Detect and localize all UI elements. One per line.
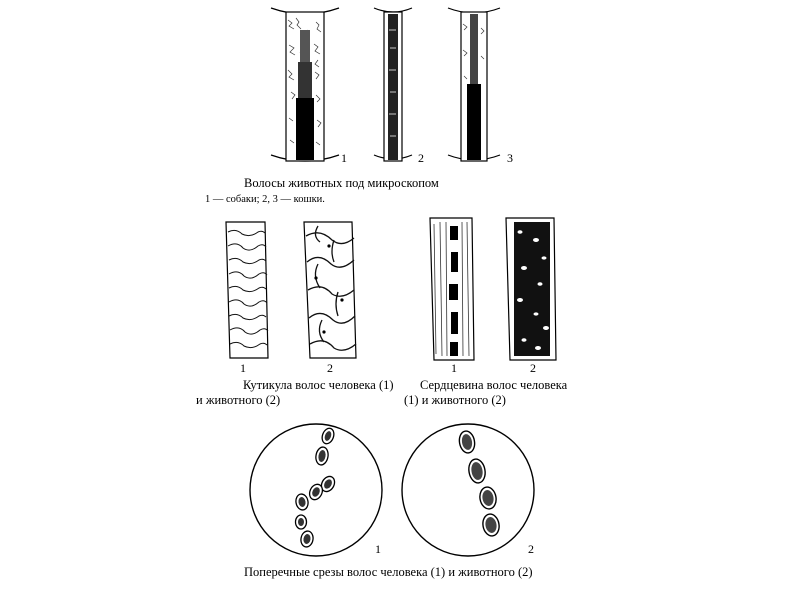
- top-figure-legend: 1 — собаки; 2, 3 — кошки.: [205, 194, 325, 205]
- human-hair-cross-section-field: [250, 424, 382, 556]
- top-figure-caption: Волосы животных под микроскопом: [244, 176, 439, 190]
- label-animal-cuticle: 2: [327, 361, 333, 375]
- label-animal-medulla: 2: [530, 361, 536, 375]
- sections-caption: Поперечные срезы волос человека (1) и животного (2): [244, 565, 533, 579]
- animal-hair-cuticle: [304, 222, 356, 358]
- cuticle-caption-line2: и животного (2): [196, 393, 281, 407]
- animal-hair-cross-section-field: [402, 424, 534, 556]
- label-cat-hair-thick: 3: [507, 151, 513, 165]
- label-human-medulla: 1: [451, 361, 457, 375]
- label-human-cuticle: 1: [240, 361, 246, 375]
- label-human-section: 1: [375, 542, 381, 556]
- label-dog-hair: 1: [341, 151, 347, 165]
- label-animal-section: 2: [528, 542, 534, 556]
- medulla-caption-line2: (1) и животного (2): [404, 393, 506, 407]
- human-hair-medulla: [430, 218, 474, 360]
- label-cat-hair-thin: 2: [418, 151, 424, 165]
- cat-hair-strand-thin: [374, 8, 412, 161]
- dog-hair-strand: [271, 8, 339, 161]
- cuticle-caption-line1: Кутикула волос человека (1): [243, 378, 394, 392]
- medulla-caption-line1: Сердцевина волос человека: [420, 378, 568, 392]
- cat-hair-strand-thick: [448, 8, 500, 161]
- human-hair-cuticle: [226, 222, 268, 358]
- animal-hair-medulla: [506, 218, 556, 360]
